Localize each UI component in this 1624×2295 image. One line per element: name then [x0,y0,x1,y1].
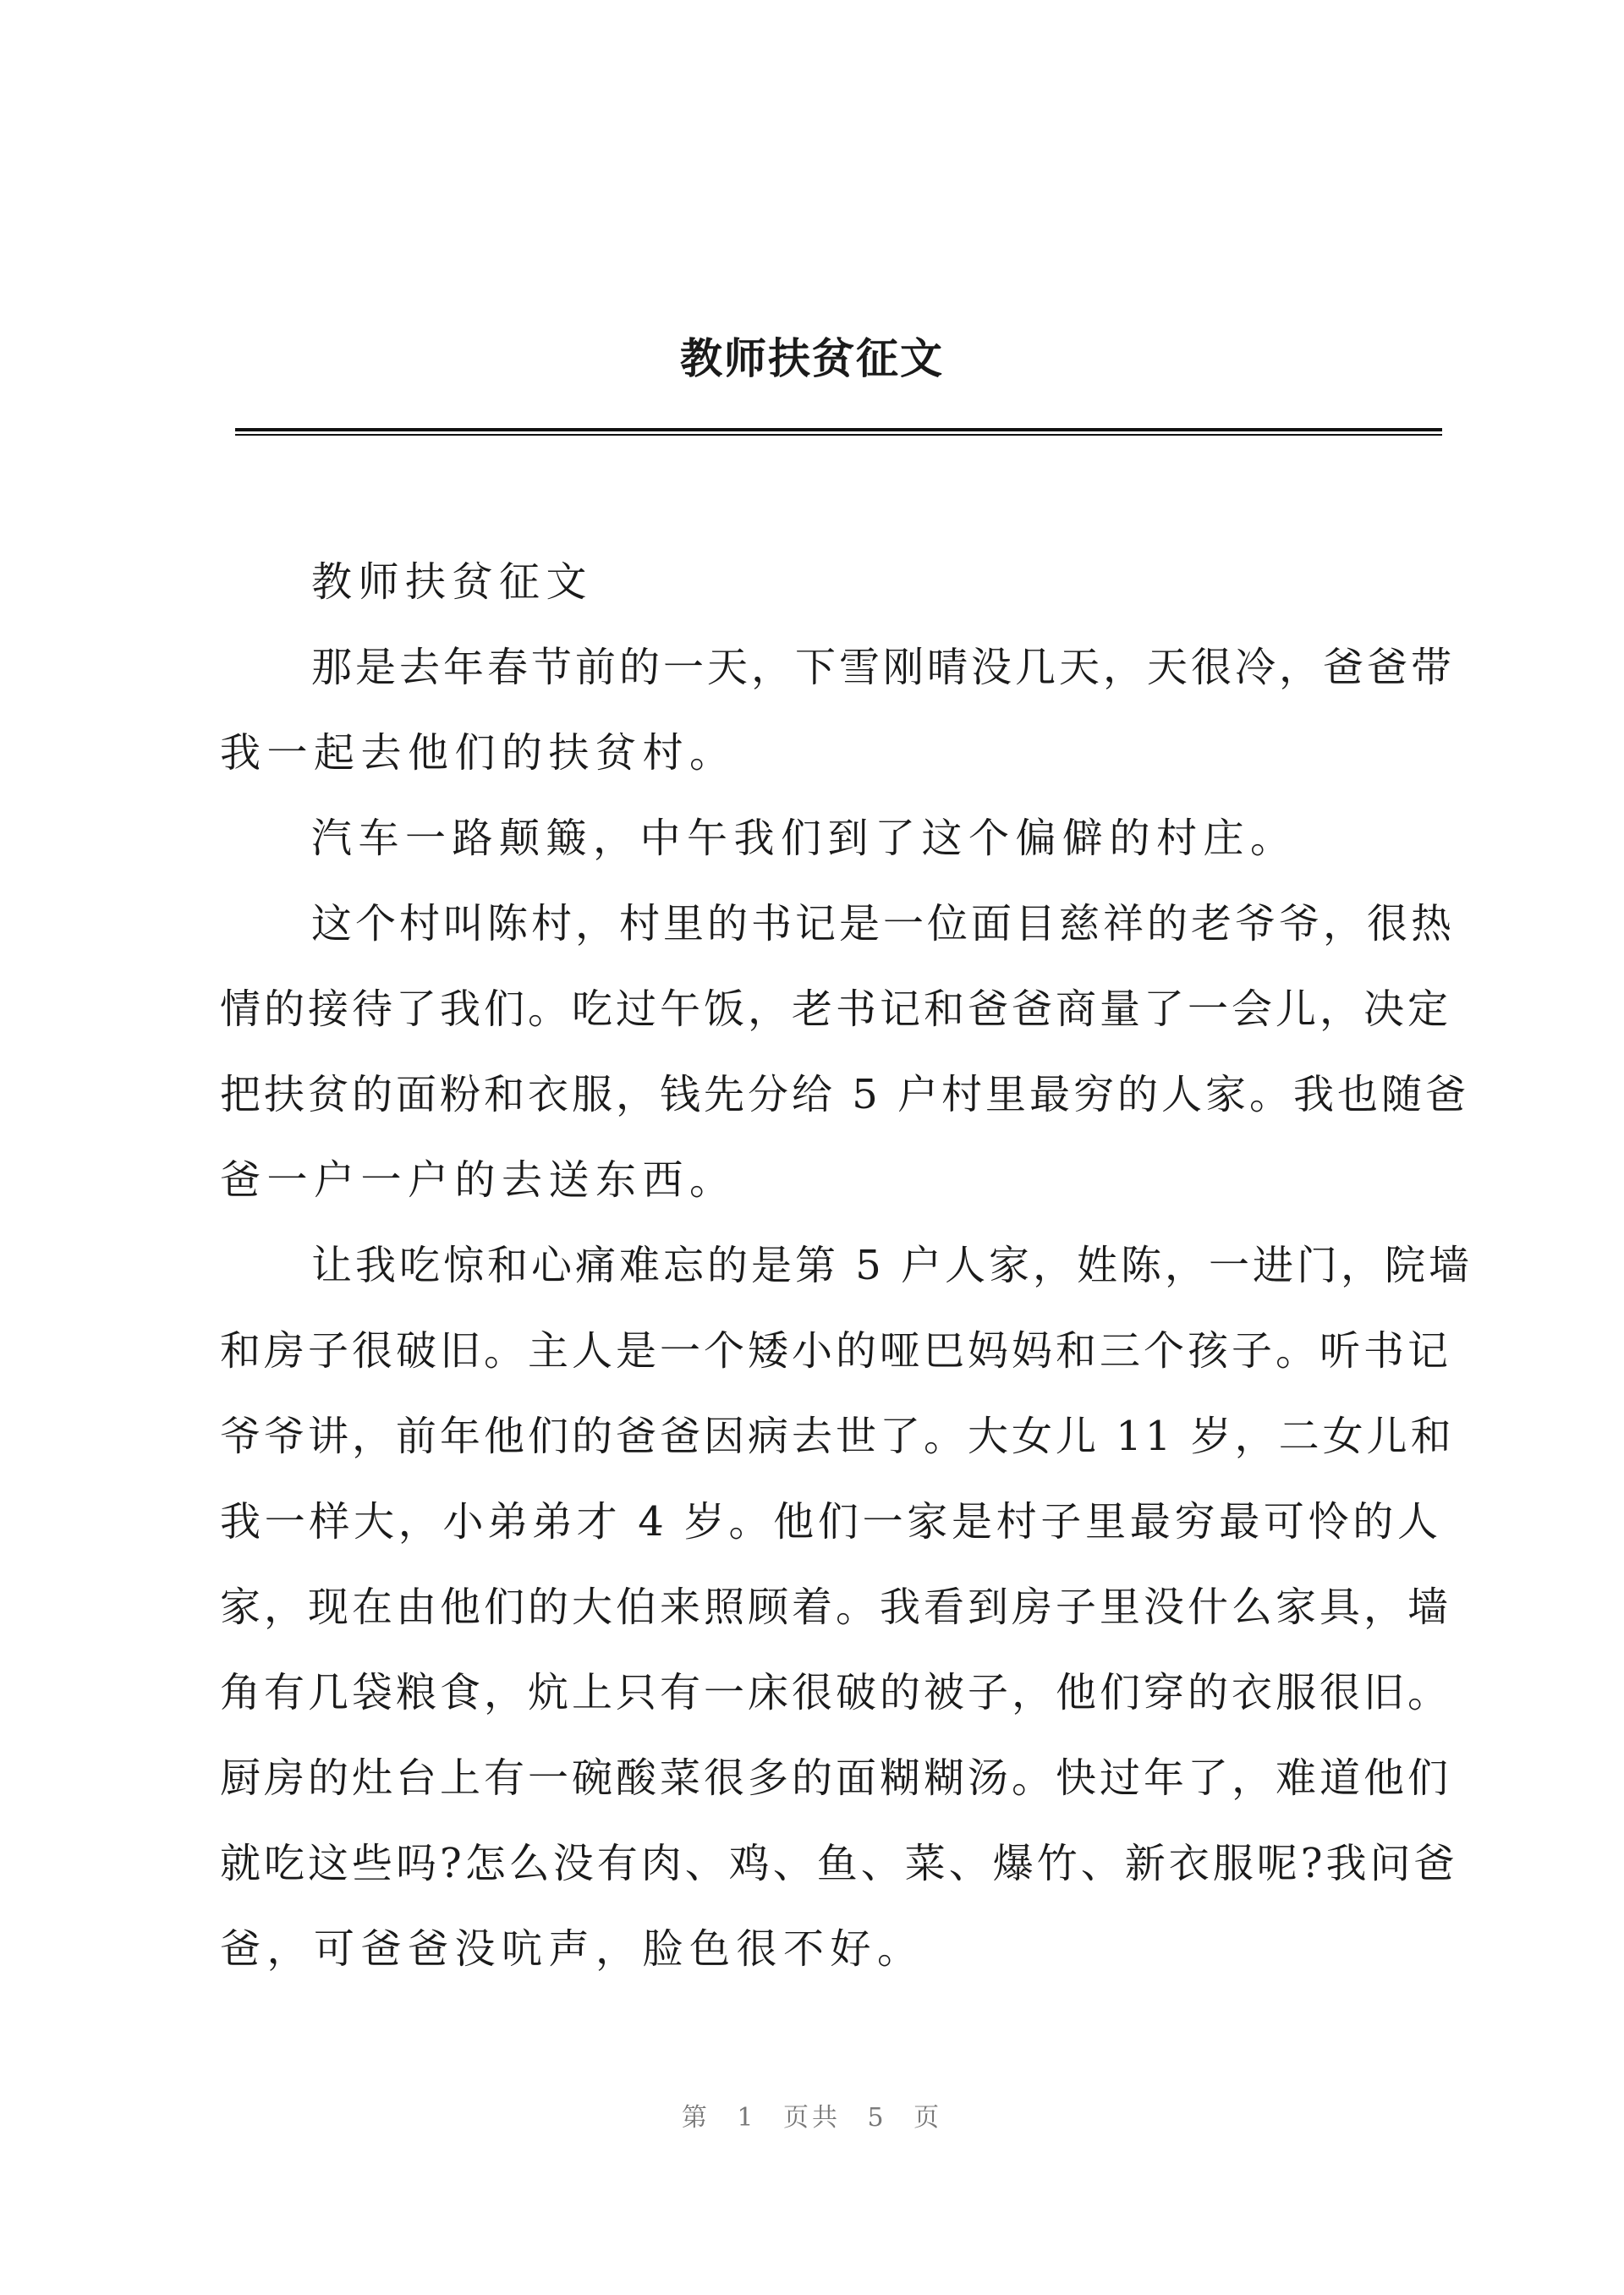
paragraph [220,1223,1473,1992]
paragraph-line: 教师扶贫征文 [311,558,594,606]
paragraph [220,540,1441,625]
paragraph-line: 和房子很破旧。主人是一个矮小的哑巴妈妈和三个孩子。听书记 [220,1327,1452,1375]
paragraph-line: 我一样大，小弟弟才 4 岁。他们一家是村子里最穷最可怜的人 [220,1498,1441,1546]
document-title: 教师扶贫征文 [680,333,944,383]
divider-thin-line [235,434,1442,436]
paragraph-line: 把扶贫的面粉和衣服，钱先分给 5 户村里最穷的人家。我也随爸 [220,1071,1470,1118]
paragraph [220,796,1441,881]
paragraph-line: 爸，可爸爸没吭声，脸色很不好。 [220,1925,924,1973]
paragraph-line: 家，现在由他们的大伯来照顾着。我看到房子里没什么家具，墙 [220,1584,1452,1631]
paragraph-line: 角有几袋粮食，炕上只有一床很破的被子，他们穿的衣服很旧。 [220,1669,1452,1716]
page-footer: 第 1 页共 5 页 [681,2103,943,2133]
paragraph-line: 让我吃惊和心痛难忘的是第 5 户人家，姓陈，一进门，院墙 [311,1242,1473,1289]
title-divider [235,428,1442,436]
paragraph-line: 厨房的灶台上有一碗酸菜很多的面糊糊汤。快过年了，难道他们 [220,1754,1452,1802]
paragraph-line: 我一起去他们的扶贫村。 [220,729,737,777]
paragraph-line: 情的接待了我们。吃过午饭，老书记和爸爸商量了一会儿，决定 [220,986,1452,1033]
divider-thick-line [235,428,1442,431]
paragraph [220,881,1470,1223]
paragraph-line: 就吃这些吗?怎么没有肉、鸡、鱼、菜、爆竹、新衣服呢?我问爸 [220,1840,1458,1887]
paragraph-line: 这个村叫陈村，村里的书记是一位面目慈祥的老爷爷，很热 [311,900,1456,947]
paragraph-line: 爷爷讲，前年他们的爸爸因病去世了。大女儿 11 岁，二女儿和 [220,1413,1455,1460]
paragraph-line: 汽车一路颠簸，中午我们到了这个偏僻的村庄。 [311,815,1298,862]
paragraph-line: 爸一户一户的去送东西。 [220,1156,737,1204]
document-body [220,540,1473,1992]
paragraph [220,625,1456,796]
paragraph-line: 那是去年春节前的一天，下雪刚晴没几天，天很冷，爸爸带 [311,644,1456,691]
